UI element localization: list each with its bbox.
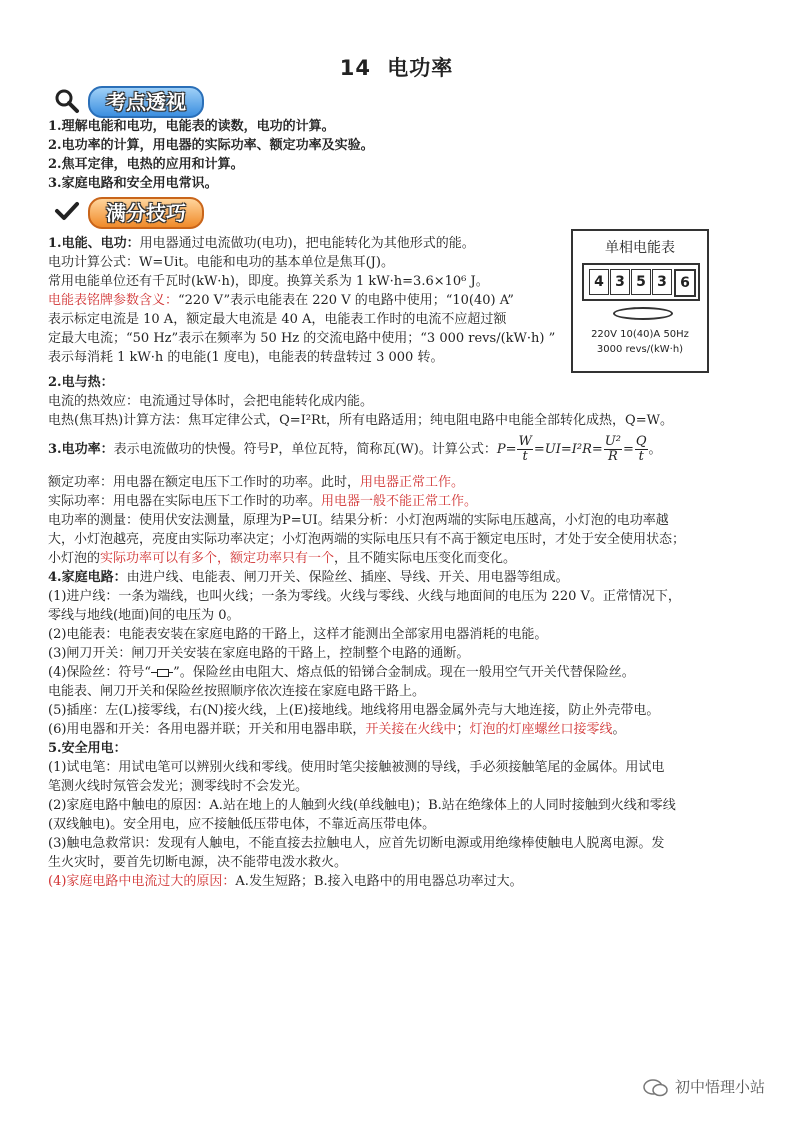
paragraph-line: (1)进户线：一条为端线，也叫火线；一条为零线。火线与零线、火线与地面间的电压为 220 V。正常情况下， (48, 589, 681, 604)
section-label-kaodian: 考点透视 (88, 86, 204, 118)
paragraph-line: (双线触电)。安全用电，应不接触低压带电体，不靠近高压带电体。 (48, 817, 436, 832)
meter-display (582, 263, 700, 301)
search-icon (54, 88, 80, 118)
meter-digit: 4 (589, 269, 609, 295)
list-item: 3.家庭电路和安全用电常识。 (48, 176, 218, 191)
paragraph-line (48, 434, 662, 466)
meter-digit-decimal: 6 (674, 269, 696, 297)
list-item: 2.焦耳定律，电热的应用和计算。 (48, 157, 244, 172)
paragraph-text: (6)用电器和开关：各用电器并联；开关和用电器串联， (48, 722, 366, 737)
paragraph-line: (5)插座：左(L)接零线，右(N)接火线，上(E)接地线。地线将用电器金属外壳与大地连接，防止外壳带电。 (48, 703, 660, 718)
paragraph-line: 电热(焦耳热)计算方法：焦耳定律公式，Q=I²Rt，所有电路适用；纯电阻电路中电能全部转化成热，Q=W。 (48, 413, 673, 428)
paragraph-line: 电能表、闸刀开关和保险丝按照顺序依次连接在家庭电路干路上。 (48, 684, 426, 699)
fuse-symbol-icon (151, 669, 173, 677)
paragraph-text: 额定功率：用电器在额定电压下工作时的功率。此时， (48, 475, 361, 490)
paragraph-line (48, 235, 475, 253)
paragraph-text: A.发生短路；B.接入电路中的用电器总功率过大。 (235, 874, 523, 889)
paragraph-text: ； (456, 722, 470, 737)
meter-spec: 3000 revs/(kW·h) (596, 344, 684, 355)
paragraph-line: 大，小灯泡越亮，亮度由实际功率决定；小灯泡两端的实际电压只有不高于额定电压时，才处于安全使用状态； (48, 532, 686, 547)
page-title (0, 52, 793, 82)
meter-digit: 5 (631, 269, 651, 295)
formula-fraction (604, 435, 622, 464)
paragraph-text: 由进户线、电能表、闸刀开关、保险丝、插座、导线、开关、用电器等组成。 (126, 570, 569, 585)
formula-text: P= (496, 442, 517, 457)
paragraph-line (48, 550, 516, 568)
checkmark-icon (54, 200, 80, 226)
meter-digit: 3 (652, 269, 672, 295)
paragraph-line: 电功率的测量：使用伏安法测量，原理为P=UI。结果分析：小灯泡两端的实际电压越高，小灯泡的电功率越 (48, 513, 669, 528)
paragraph-line: (3)闸刀开关：闸刀开关安装在家庭电路的干路上，控制整个电路的通断。 (48, 646, 470, 661)
paragraph-line (48, 873, 523, 891)
paragraph-text: ，且不随实际电压变化而变化。 (334, 551, 517, 566)
meter-spec: 220V 10(40)A 50Hz (591, 329, 689, 340)
chapter-number: 14 (339, 56, 371, 80)
formula-text: =UI=I²R= (533, 442, 603, 457)
paragraph-line (48, 664, 635, 682)
meter-digit: 3 (610, 269, 630, 295)
paragraph-line: 常用电能单位还有千瓦时(kW·h)，即度。换算关系为 1 kW·h=3.6×10⁶ J。 (48, 274, 489, 289)
paragraph-text: ”。保险丝由电阻大、熔点低的铅锑合金制成。现在一般用空气开关代替保险丝。 (173, 665, 635, 680)
paragraph-line (48, 493, 477, 511)
paragraph-text: “220 V”表示电能表在 220 V 的电路中使用；“10(40) A” (178, 293, 514, 308)
paragraph-text: 表示电流做功的快慢。符号P，单位瓦特，简称瓦(W)。计算公式： (113, 442, 497, 457)
paragraph-line: 电流的热效应：电流通过导体时，会把电能转化成内能。 (48, 394, 374, 409)
paragraph-line: 电功计算公式：W=Uit。电能和电功的基本单位是焦耳(J)。 (48, 255, 394, 270)
paragraph-line (48, 569, 569, 587)
highlight-text: 实际功率可以有多个，额定功率只有一个 (100, 551, 335, 566)
watermark-text: 初中悟理小站 (674, 1078, 765, 1096)
paragraph-heading: 4.家庭电路： (48, 570, 127, 585)
formula-denominator: R (607, 449, 618, 464)
paragraph-line (48, 721, 625, 739)
highlight-text: 用电器正常工作。 (360, 475, 465, 490)
section-label-manfen: 满分技巧 (88, 197, 204, 229)
paragraph-line: (3)触电急救常识：发现有人触电，不能直接去拉触电人，应首先切断电源或用绝缘棒使触电人脱离电源。发 (48, 836, 665, 851)
paragraph-line: 生火灾时，要首先切断电源，决不能带电泼水救火。 (48, 855, 348, 870)
paragraph-line: (1)试电笔：用试电笔可以辨别火线和零线。使用时笔尖接触被测的导线，手必须接触笔尾的金属体。用试电 (48, 760, 665, 775)
paragraph-heading: 2.电与热： (48, 375, 114, 390)
paragraph-line: 笔测火线时氖管会发光；测零线时不会发光。 (48, 779, 309, 794)
paragraph-heading: 1.电能、电功： (48, 236, 140, 251)
paragraph-text: 小灯泡的 (48, 551, 101, 566)
formula-fraction (517, 435, 532, 464)
paragraph-line: (2)家庭电路中触电的原因：A.站在地上的人触到火线(单线触电)；B.站在绝缘体上的人同时接触到火线和零线 (48, 798, 676, 813)
paragraph-line: 表示标定电流是 10 A，额定最大电流是 40 A，电能表工作时的电流不应超过额 (48, 312, 507, 327)
highlight-text: 灯泡的灯座螺丝口接零线 (469, 722, 613, 737)
highlight-text: 电能表铭牌参数含义： (48, 293, 179, 308)
paragraph-line: 表示每消耗 1 kW·h 的电能(1 度电)，电能表的转盘转过 3 000 转。 (48, 350, 444, 365)
meter-title: 单相电能表 (605, 240, 675, 256)
paragraph-line (48, 292, 514, 310)
paragraph-line (48, 474, 464, 492)
paragraph-text: (4)保险丝：符号“ (48, 665, 152, 680)
paragraph-text: 实际功率：用电器在实际电压下工作时的功率。 (48, 494, 322, 509)
paragraph-line: 零线与地线(地面)间的电压为 0。 (48, 608, 240, 623)
formula-text: 。 (648, 442, 662, 457)
formula-numerator: Q (635, 434, 647, 449)
paragraph-line: (2)电能表：电能表安装在家庭电路的干路上，这样才能测出全部家用电器消耗的电能。 (48, 627, 548, 642)
chapter-title: 电功率 (387, 56, 454, 80)
wechat-icon (643, 1078, 669, 1098)
formula-numerator: U² (604, 434, 621, 449)
formula-fraction (635, 435, 648, 464)
paragraph-heading: 5.安全用电： (48, 741, 127, 756)
formula-text: = (622, 442, 634, 457)
watermark (643, 1076, 765, 1098)
electric-meter-figure (571, 229, 709, 373)
list-item: 2.电功率的计算，用电器的实际功率、额定功率及实验。 (48, 138, 374, 153)
list-item: 1.理解电能和电功，电能表的读数，电功的计算。 (48, 119, 335, 134)
formula-numerator: W (518, 434, 532, 449)
meter-disk (613, 307, 673, 320)
paragraph-text: 用电器通过电流做功(电功)，把电能转化为其他形式的能。 (139, 236, 475, 251)
highlight-text: 用电器一般不能正常工作。 (321, 494, 478, 509)
paragraph-heading: 3.电功率： (48, 442, 114, 457)
paragraph-text: 。 (612, 722, 626, 737)
highlight-text: (4)家庭电路中电流过大的原因： (48, 874, 236, 889)
highlight-text: 开关接在火线中 (365, 722, 457, 737)
formula-denominator: t (638, 449, 644, 464)
formula-denominator: t (522, 449, 528, 464)
paragraph-line: 定最大电流；“50 Hz”表示在频率为 50 Hz 的交流电路中使用；“3 000 revs/(kW·h) ” (48, 331, 556, 346)
